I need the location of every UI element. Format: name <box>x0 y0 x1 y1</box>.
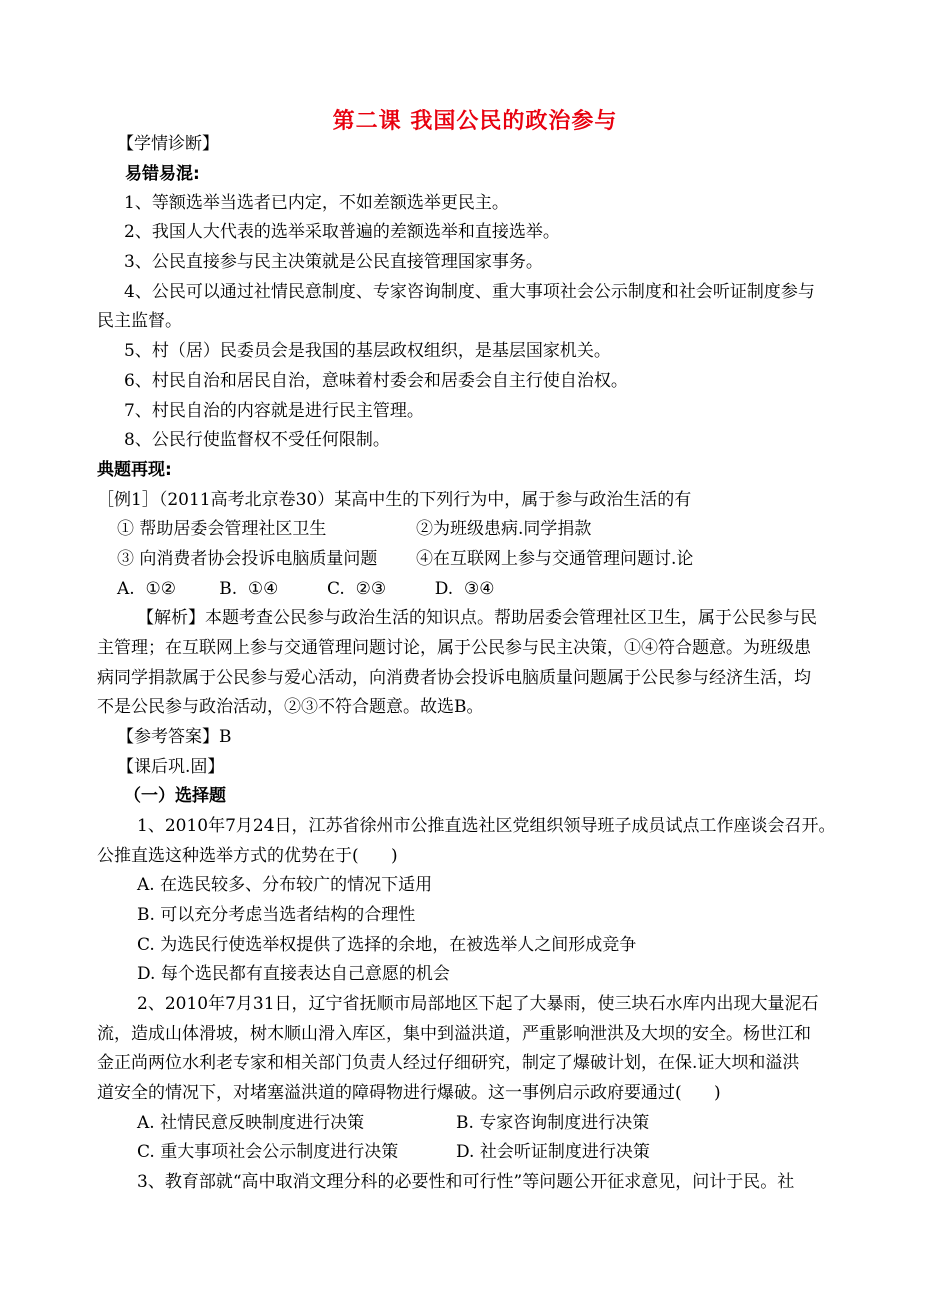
question-line: 1、2010年7月24日，江苏省徐州市公推直选社区党组织领导班子成员试点工作座谈会召开。 <box>137 816 836 836</box>
option-line: C. 重大事项社会公示制度进行决策 <box>137 1142 399 1162</box>
option-line: D. 每个选民都有直接表达自己意愿的机会 <box>137 964 450 984</box>
analysis-line: 主管理；在互联网上参与交通管理问题讨论，属于公民参与民主决策，①④符合题意。为班级患 <box>97 638 811 658</box>
option-line: B. 专家咨询制度进行决策 <box>456 1113 650 1133</box>
reference-answer: 【参考答案】B <box>117 727 232 747</box>
diagnosis-subheader: 易错易混: <box>125 164 200 184</box>
question-line: 道安全的情况下，对堵塞溢洪道的障碍物进行爆破。这一事例启示政府要通过( ) <box>97 1083 721 1103</box>
example-option: ②为班级患病.同学捐款 <box>416 519 592 539</box>
question-line: 金正尚两位水利老专家和相关部门负责人经过仔细研究，制定了爆破计划，在保.证大坝和溢洪 <box>97 1053 800 1073</box>
diagnosis-header: 【学情诊断】 <box>117 134 219 154</box>
question-line: 流，造成山体滑坡，树木顺山滑入库区，集中到溢洪道，严重影响泄洪及大坝的安全。杨世江和 <box>97 1024 811 1044</box>
example-header: 典题再现: <box>97 460 172 480</box>
example-option: ③ 向消费者协会投诉电脑质量问题 <box>117 549 378 569</box>
option-line: A. 在选民较多、分布较广的情况下适用 <box>137 875 433 895</box>
question-line: 公推直选这种选举方式的优势在于( ) <box>97 846 398 866</box>
page-title: 第二课 我国公民的政治参与 <box>332 109 618 134</box>
diagnosis-item: 民主监督。 <box>97 311 182 331</box>
question-line: 2、2010年7月31日，辽宁省抚顺市局部地区下起了大暴雨，使三块石水库内出现大量泥石 <box>137 994 819 1014</box>
diagnosis-item: 1、等额选举当选者已内定，不如差额选举更民主。 <box>124 193 509 213</box>
option-line: C. 为选民行使选举权提供了选择的余地，在被选举人之间形成竞争 <box>137 935 637 955</box>
example-choices: A. ①② B. ①④ C. ②③ D. ③④ <box>117 579 495 599</box>
option-line: D. 社会听证制度进行决策 <box>456 1142 650 1162</box>
consolidation-header: 【课后巩.固】 <box>117 757 225 777</box>
diagnosis-item: 6、村民自治和居民自治，意味着村委会和居委会自主行使自治权。 <box>124 371 628 391</box>
example-question: ［例1］（2011高考北京卷30）某高中生的下列行为中，属于参与政治生活的有 <box>97 490 692 510</box>
analysis-line: 不是公民参与政治活动，②③不符合题意。故选B。 <box>97 697 484 717</box>
question-line: 3、教育部就“高中取消文理分科的必要性和可行性”等问题公开征求意见，问计于民。社 <box>137 1172 795 1192</box>
example-option: ① 帮助居委会管理社区卫生 <box>117 519 327 539</box>
diagnosis-item: 7、村民自治的内容就是进行民主管理。 <box>124 401 424 421</box>
analysis-line: 病同学捐款属于公民参与爱心活动，向消费者协会投诉电脑质量问题属于公民参与经济生活，均 <box>97 668 811 688</box>
example-option: ④在互联网上参与交通管理问题讨.论 <box>416 549 694 569</box>
option-line: A. 社情民意反映制度进行决策 <box>137 1113 365 1133</box>
diagnosis-item: 5、村（居）民委员会是我国的基层政权组织，是基层国家机关。 <box>124 341 611 361</box>
diagnosis-item: 8、公民行使监督权不受任何限制。 <box>124 430 390 450</box>
option-line: B. 可以充分考虑当选者结构的合理性 <box>137 905 416 925</box>
analysis-line: 【解析】本题考查公民参与政治生活的知识点。帮助居委会管理社区卫生，属于公民参与民 <box>137 608 817 628</box>
diagnosis-item: 3、公民直接参与民主决策就是公民直接管理国家事务。 <box>124 252 543 272</box>
section-title: （一）选择题 <box>124 786 226 806</box>
diagnosis-item: 4、公民可以通过社情民意制度、专家咨询制度、重大事项社会公示制度和社会听证制度参与 <box>124 282 815 302</box>
diagnosis-item: 2、我国人大代表的选举采取普遍的差额选举和直接选举。 <box>124 222 560 242</box>
